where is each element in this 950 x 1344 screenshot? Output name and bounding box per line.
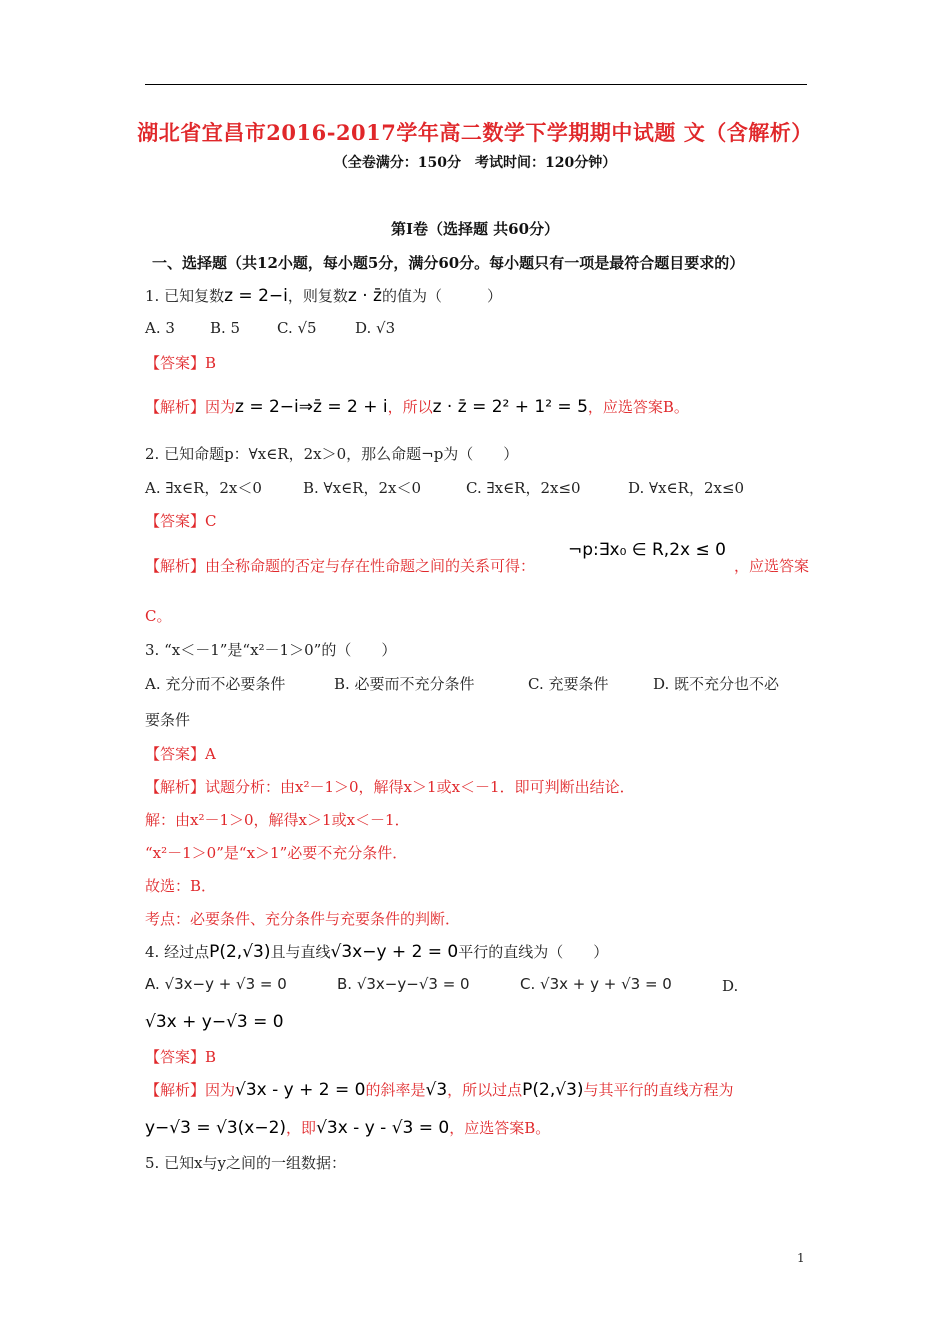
q4-text-c: 平行的直线为（ ） <box>458 943 609 961</box>
q4-analysis2-c: ，应选答案B。 <box>449 1119 551 1137</box>
page-number: 1 <box>797 1251 805 1265</box>
q4-analysis-c: ，所以过点 <box>447 1081 523 1099</box>
q1-option-b: B. 5 <box>210 319 241 337</box>
q4-option-c: C. √3x + y + √3 = 0 <box>520 975 672 993</box>
q2-analysis-end: ，应选答案 <box>734 557 810 575</box>
q3-analysis-line: 考点：必要条件、充分条件与充要条件的判断． <box>145 910 461 928</box>
q4-analysis-2 <box>145 1117 550 1138</box>
q4-text-b: 且与直线 <box>270 943 331 961</box>
q2-analysis-tail: C。 <box>145 607 172 625</box>
q2-option-d: D. ∀x∈R，2x≤0 <box>628 479 745 497</box>
q4-option-a: A. √3x−y + √3 = 0 <box>145 975 287 993</box>
q4-answer: 【答案】B <box>145 1048 217 1066</box>
q1-text-b: ，则复数 <box>287 287 348 305</box>
q4-option-b: B. √3x−y−√3 = 0 <box>337 975 470 993</box>
q4-analysis2-math-b: √3x - y - √3 = 0 <box>316 1118 450 1138</box>
part-heading: 一、选择题（共12小题，每小题5分，满分60分。每小题只有一项是最符合题目要求的） <box>152 254 745 272</box>
q3-answer: 【答案】A <box>145 745 216 763</box>
q4-analysis-a: 【解析】因为 <box>145 1081 236 1099</box>
q4-math-b: √3x−y + 2 = 0 <box>330 942 459 962</box>
q4-text-a: 4. 经过点 <box>145 943 210 961</box>
q2-analysis: 【解析】由全称命题的否定与存在性命题之间的关系可得： <box>145 557 536 575</box>
q2-option-a: A. ∃x∈R，2x＜0 <box>145 479 262 497</box>
q4-analysis-d: 与其平行的直线方程为 <box>583 1081 734 1099</box>
q1-text-a: 1. 已知复数 <box>145 287 225 305</box>
q1-analysis-end: ，应选答案B。 <box>587 398 689 416</box>
q4-option-tail: √3x + y−√3 = 0 <box>145 1012 284 1032</box>
question-5: 5. 已知x与y之间的一组数据： <box>145 1154 347 1172</box>
q2-option-b: B. ∀x∈R，2x＜0 <box>303 479 422 497</box>
q3-option-tail: 要条件 <box>145 711 191 729</box>
q1-answer: 【答案】B <box>145 354 217 372</box>
q1-analysis-math-b: z · z̄ = 2² + 1² = 5 <box>432 397 588 417</box>
q4-analysis-math-a: √3x - y + 2 = 0 <box>235 1080 366 1100</box>
q3-analysis-line: “x²－1＞0”是“x＞1”必要不充分条件． <box>145 844 408 862</box>
q3-option-b: B. 必要而不充分条件 <box>334 675 475 693</box>
q2-answer: 【答案】C <box>145 512 217 530</box>
header-rule <box>145 84 807 85</box>
q4-analysis-math-b: √3 <box>425 1080 448 1100</box>
q4-analysis <box>145 1079 734 1100</box>
q3-analysis-line: 解：由x²－1＞0，解得x＞1或x＜－1． <box>145 811 410 829</box>
q3-option-a: A. 充分而不必要条件 <box>145 675 286 693</box>
q2-analysis-formula: ¬p:∃x₀ ∈ R,2x ≤ 0 <box>568 540 726 560</box>
question-4 <box>145 941 608 962</box>
q3-option-c: C. 充要条件 <box>528 675 609 693</box>
q1-option-a: A. 3 <box>145 319 175 337</box>
q4-math-a: P(2,√3) <box>209 942 271 962</box>
q4-analysis2-b: ，即 <box>286 1119 317 1137</box>
question-3: 3. “x＜－1”是“x²－1＞0”的（ ） <box>145 641 397 659</box>
q1-math-a: z = 2−i <box>224 286 288 306</box>
q1-analysis-math-a: z = 2−i⇒z̄ = 2 + i <box>235 397 388 417</box>
section-title: 第Ⅰ卷（选择题 共60分） <box>390 220 560 238</box>
q1-analysis-label: 【解析】因为 <box>145 398 236 416</box>
q2-analysis-math <box>568 540 726 560</box>
q2-option-c: C. ∃x∈R，2x≤0 <box>466 479 581 497</box>
q1-option-d: D. √3 <box>355 319 396 337</box>
q1-text-c: 的值为（ ） <box>381 287 502 305</box>
q3-analysis-line: 故选：B． <box>145 877 217 895</box>
q3-option-d: D. 既不充分也不必 <box>653 675 780 693</box>
q1-analysis <box>145 396 689 417</box>
q4-analysis-math-c: P(2,√3) <box>522 1080 584 1100</box>
question-2: 2. 已知命题p：∀x∈R，2x＞0，那么命题¬p为（ ） <box>145 445 519 463</box>
document-subtitle: （全卷满分：150分 考试时间：120分钟） <box>333 155 617 171</box>
q3-analysis-line: 【解析】试题分析：由x²－1＞0，解得x＞1或x＜－1．即可判断出结论． <box>145 778 635 796</box>
q1-analysis-mid: ，所以 <box>387 398 433 416</box>
q1-option-c: C. √5 <box>277 319 317 337</box>
q4-analysis-b: 的斜率是 <box>365 1081 426 1099</box>
q1-math-b: z · z̄ <box>347 286 382 306</box>
document-title: 湖北省宜昌市2016-2017学年高二数学下学期期中试题 文（含解析） <box>137 120 813 145</box>
q4-option-d: D. <box>722 977 739 995</box>
q4-analysis2-math-a: y−√3 = √3(x−2) <box>145 1118 287 1138</box>
question-1 <box>145 285 502 306</box>
